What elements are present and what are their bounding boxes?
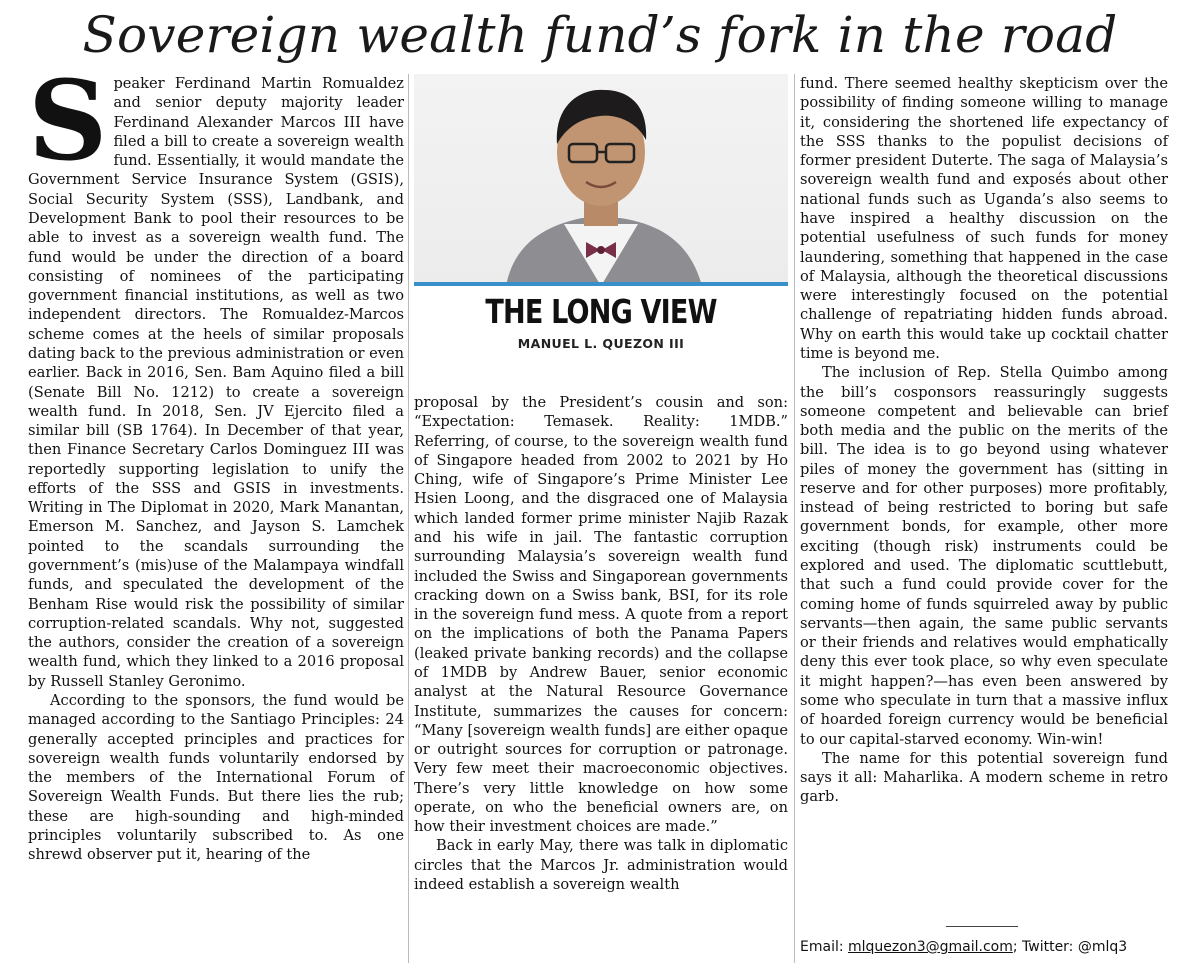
drop-cap: S — [28, 56, 108, 185]
paragraph — [28, 56, 404, 691]
paragraph: fund. There seemed healthy skepticism over the possibility of finding someone willing to manage it, considering the shortened life expectancy of the SSS thanks to the populist decisions of former president Duterte. The saga of Malaysia’s sovereign wealth fund and exposés about other national funds such as Uganda’s also seems to have inspired a healthy discussion on the potential usefulness of such funds for money laundering, something that happened in the case of Malaysia, although the theoretical discussions were interestingly focused on the potential challenge of repatriating hidden funds abroad. Why on earth this would take up cocktail chatter time is beyond me. — [800, 75, 1168, 362]
column-title: THE LONG VIEW — [485, 292, 717, 331]
twitter-label: ; Twitter: — [1012, 939, 1074, 955]
email-label: Email: — [800, 939, 844, 955]
paragraph: The name for this potential sovereign fund says it all: Maharlika. A modern scheme in retro garb. — [800, 749, 1168, 806]
paragraph: The inclusion of Rep. Stella Quimbo among the bill’s cosponsors reassuringly suggests someone competent and believable can brief both media and the public on the merits of the bill. The idea is to go beyond using whatever piles of money the government has (sitting in reserve and for other purposes) more profitably, instead of being restricted to boring but safe government bonds, for example, other more exciting (though risk) instruments could be explored and used. The diplomatic scuttlebutt, that such a fund could provide cover for the coming home of funds squirreled away by public servants—then again, the same public servants or their friends and relatives would emphatically deny this ever took place, so why even speculate it might happen?—has even been answered by some who speculate in turn that a massive influx of hoarded foreign currency would be beneficial to our capital-starved economy. Win-win! — [800, 364, 1168, 748]
column-byline: MANUEL L. QUEZON III — [517, 336, 685, 351]
paragraph: According to the sponsors, the fund would be managed according to the Santiago Principles: 24 generally accepted principles and practices for sovereign wealth funds voluntarily endorsed by the members of the International Forum of Sovereign Wealth Funds. But there lies the rub; these are high-sounding and high-minded principles voluntarily subscribed to. As one shrewd observer put it, hearing of the — [28, 692, 404, 864]
author-contact — [800, 937, 1170, 957]
author-photo — [414, 74, 788, 286]
email-link[interactable]: mlquezon3@gmail.com — [848, 939, 1013, 955]
article-column-2 — [414, 393, 788, 894]
paragraph-text: peaker Ferdinand Martin Romualdez and senior deputy majority leader Ferdinand Alexander Marcos III have filed a bill to create a sovereign wealth fund. Essentially, it would mandate the Government Service Insurance System (GSIS), Social Security System (SSS), Landbank, and Development Bank to pool their resources to be able to invest as a sovereign wealth fund. The fund would be under the direction of a board consisting of nominees of the participating government financial institutions, as well as two independent directors. The Romualdez-Marcos scheme comes at the heels of similar proposals dating back to the previous administration or even earlier. Back in 2016, Sen. Bam Aquino filed a bill (Senate Bill No. 1212) to create a sovereign wealth fund. In 2018, Sen. JV Ejercito filed a similar bill (SB 1764). In December of that year, then Finance Secretary Carlos Dominguez III was reportedly supporting legislation to unify the efforts of the SSS and GSIS in investments. Writing in The Diplomat in 2020, Mark Manantan, Emerson M. Sanchez, and Jayson S. Lamchek pointed to the scandals surrounding the government’s (mis)use of the Malampaya windfall funds, and speculated the development of the Benham Rise would risk the possibility of similar corruption-related scandals. Why not, suggested the authors, consider the creation of a sovereign wealth fund, which they linked to a 2016 proposal by Russell Stanley Geronimo. — [28, 75, 404, 690]
paragraph: proposal by the President’s cousin and son: “Expectation: Temasek. Reality: 1MDB.” Referring, of course, to the sovereign wealth fund of Singapore headed from 2002 to 2021 by Ho Ching, wife of Singapore’s Prime Minister Lee Hsien Loong, and the disgraced one of Malaysia which landed former prime minister Najib Razak and his wife in jail. The fantastic corruption surrounding Malaysia’s sovereign wealth fund included the Swiss and Singaporean governments cracking down on a Swiss bank, BSI, for its role in the sovereign fund mess. A quote from a report on the implications of both the Panama Papers (leaked private banking records) and the collapse of 1MDB by Andrew Bauer, senior economic analyst at the Natural Resource Governance Institute, summarizes the causes for concern: “Many [sovereign wealth funds] are either opaque or outright sources for corruption or patronage. Very few meet their macroeconomic objectives. There’s very little knowledge on how some operate, on who the beneficial owners are, on how their investment choices are made.” — [414, 394, 788, 836]
headline: Sovereign wealth fund’s fork in the road — [82, 6, 1118, 64]
signoff-rule — [946, 926, 1018, 927]
paragraph: Back in early May, there was talk in diplomatic circles that the Marcos Jr. administration would indeed establish a sovereign wealth — [414, 837, 788, 894]
column-divider — [408, 74, 409, 963]
photo-accent-rule — [414, 282, 788, 286]
article-column-3 — [800, 74, 1168, 807]
portrait-illustration — [414, 74, 788, 286]
twitter-handle[interactable]: @mlq3 — [1077, 939, 1128, 955]
column-divider — [794, 74, 795, 963]
article-column-1 — [28, 56, 404, 865]
